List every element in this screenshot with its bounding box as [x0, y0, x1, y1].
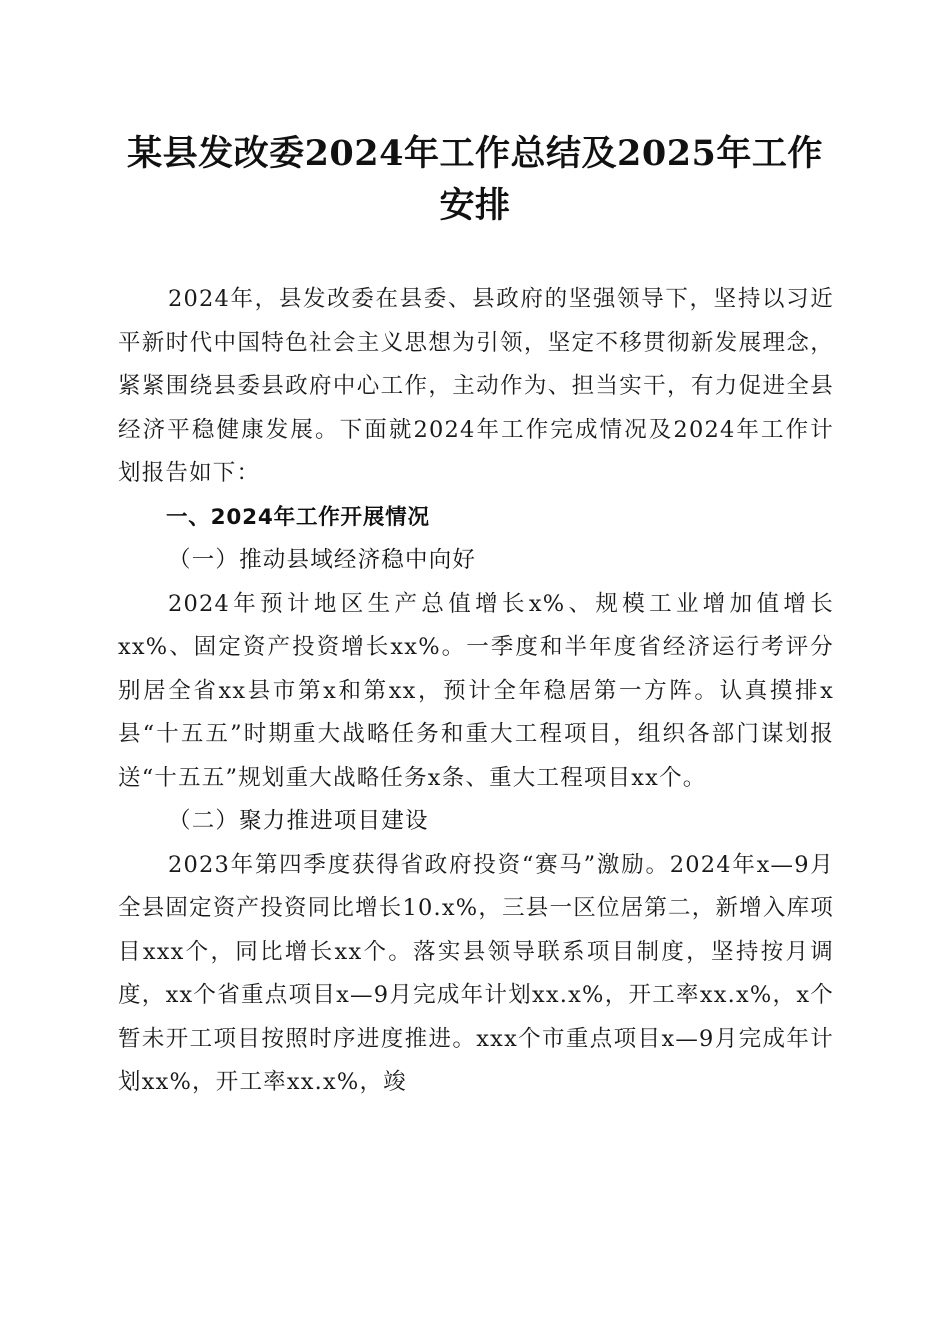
- subsection-paragraph-1: 2024年预计地区生产总值增长x%、规模工业增加值增长xx%、固定资产投资增长xx%。一季度和半年度省经济运行考评分别居全省xx县市第x和第xx，预计全年稳居第一方阵。认真摸排x县“十五五”时期重大战略任务和重大工程项目，组织各部门谋划报送“十五五”规划重大战略任务x条、重大工程项目xx个。: [118, 590, 834, 791]
- intro-paragraph: 2024年，县发改委在县委、县政府的坚强领导下，坚持以习近平新时代中国特色社会主义思想为引领，坚定不移贯彻新发展理念，紧紧围绕县委县政府中心工作，主动作为、担当实干，有力促进全县经济平稳健康发展。下面就2024年工作完成情况及2024年工作计划报告如下：: [118, 286, 834, 486]
- document-body: [118, 278, 834, 1105]
- section-heading-1: 一、2024年工作开展情况: [166, 504, 430, 530]
- subsection-paragraph-2: 2023年第四季度获得省政府投资“赛马”激励。2024年x—9月全县固定资产投资同比增长10.x%，三县一区位居第二，新增入库项目xxx个，同比增长xx个。落实县领导联系项目制度，坚持按月调度，xx个省重点项目x—9月完成年计划xx.x%，开工率xx.x%，x个暂未开工项目按照时序进度推进。xxx个市重点项目x—9月完成年计划xx%，开工率xx.x%，竣: [118, 851, 834, 1095]
- document-title: 某县发改委2024年工作总结及2025年工作安排: [127, 133, 823, 226]
- subsection-heading-2: （二）聚力推进项目建设: [168, 808, 429, 834]
- subsection-heading-1: （一）推动县域经济稳中向好: [168, 547, 477, 573]
